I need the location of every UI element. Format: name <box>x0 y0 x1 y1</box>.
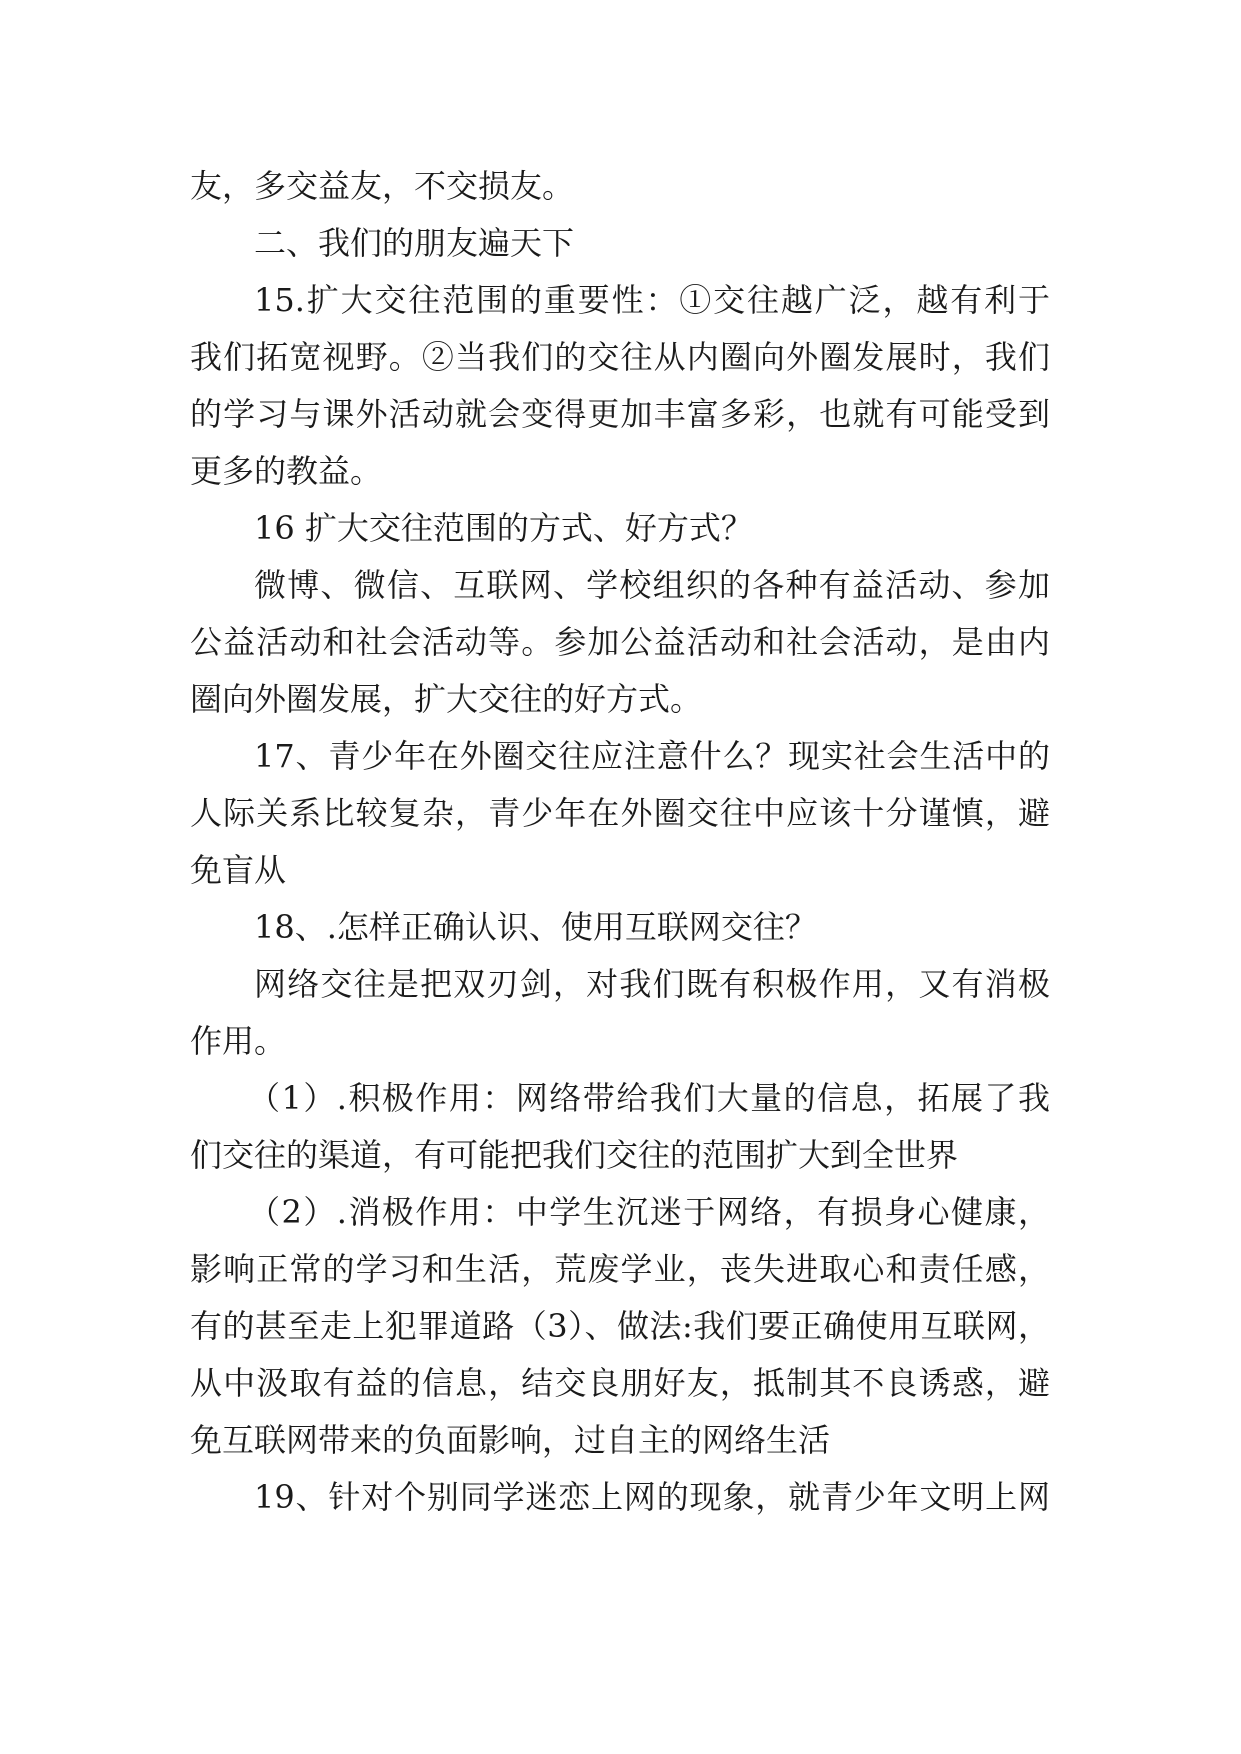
question-heading: 16 扩大交往范围的方式、好方式？ <box>254 509 753 547</box>
text-line: 微博、微信、互联网、学校组织的各种有益活动、参加 <box>254 566 1050 604</box>
question-heading: 18、.怎样正确认识、使用互联网交往？ <box>254 908 817 946</box>
text-line: 友，多交益友，不交损友。 <box>190 167 575 205</box>
section-heading: 二、我们的朋友遍天下 <box>254 224 575 262</box>
text-line: 免互联网带来的负面影响，过自主的网络生活 <box>190 1421 831 1459</box>
text-line: 免盲从 <box>190 851 287 889</box>
text-line: 更多的教益。 <box>190 452 383 490</box>
text-line: 有的甚至走上犯罪道路（3）、做法:我们要正确使用互联网， <box>190 1307 1050 1345</box>
text-line: 的学习与课外活动就会变得更加丰富多彩，也就有可能受到 <box>190 395 1050 433</box>
text-line: 公益活动和社会活动等。参加公益活动和社会活动，是由内 <box>190 623 1050 661</box>
text-line: 作用。 <box>190 1022 287 1060</box>
text-line: 人际关系比较复杂，青少年在外圈交往中应该十分谨慎，避 <box>190 794 1050 832</box>
text-line: 网络交往是把双刃剑，对我们既有积极作用，又有消极 <box>254 965 1050 1003</box>
text-line: 我们拓宽视野。②当我们的交往从内圈向外圈发展时，我们 <box>190 338 1050 376</box>
text-line: （2）.消极作用：中学生沉迷于网络，有损身心健康， <box>248 1193 1050 1231</box>
text-line: 19、针对个别同学迷恋上网的现象，就青少年文明上网 <box>254 1478 1050 1516</box>
text-line: 圈向外圈发展，扩大交往的好方式。 <box>190 680 703 718</box>
text-line: （1）.积极作用：网络带给我们大量的信息，拓展了我 <box>248 1079 1050 1117</box>
text-line: 们交往的渠道，有可能把我们交往的范围扩大到全世界 <box>190 1136 959 1174</box>
text-line: 15.扩大交往范围的重要性：①交往越广泛，越有利于 <box>254 281 1050 319</box>
text-line: 从中汲取有益的信息，结交良朋好友，抵制其不良诱惑，避 <box>190 1364 1050 1402</box>
text-line: 影响正常的学习和生活，荒废学业，丧失进取心和责任感， <box>190 1250 1050 1288</box>
text-line: 17、青少年在外圈交往应注意什么？现实社会生活中的 <box>254 737 1050 775</box>
